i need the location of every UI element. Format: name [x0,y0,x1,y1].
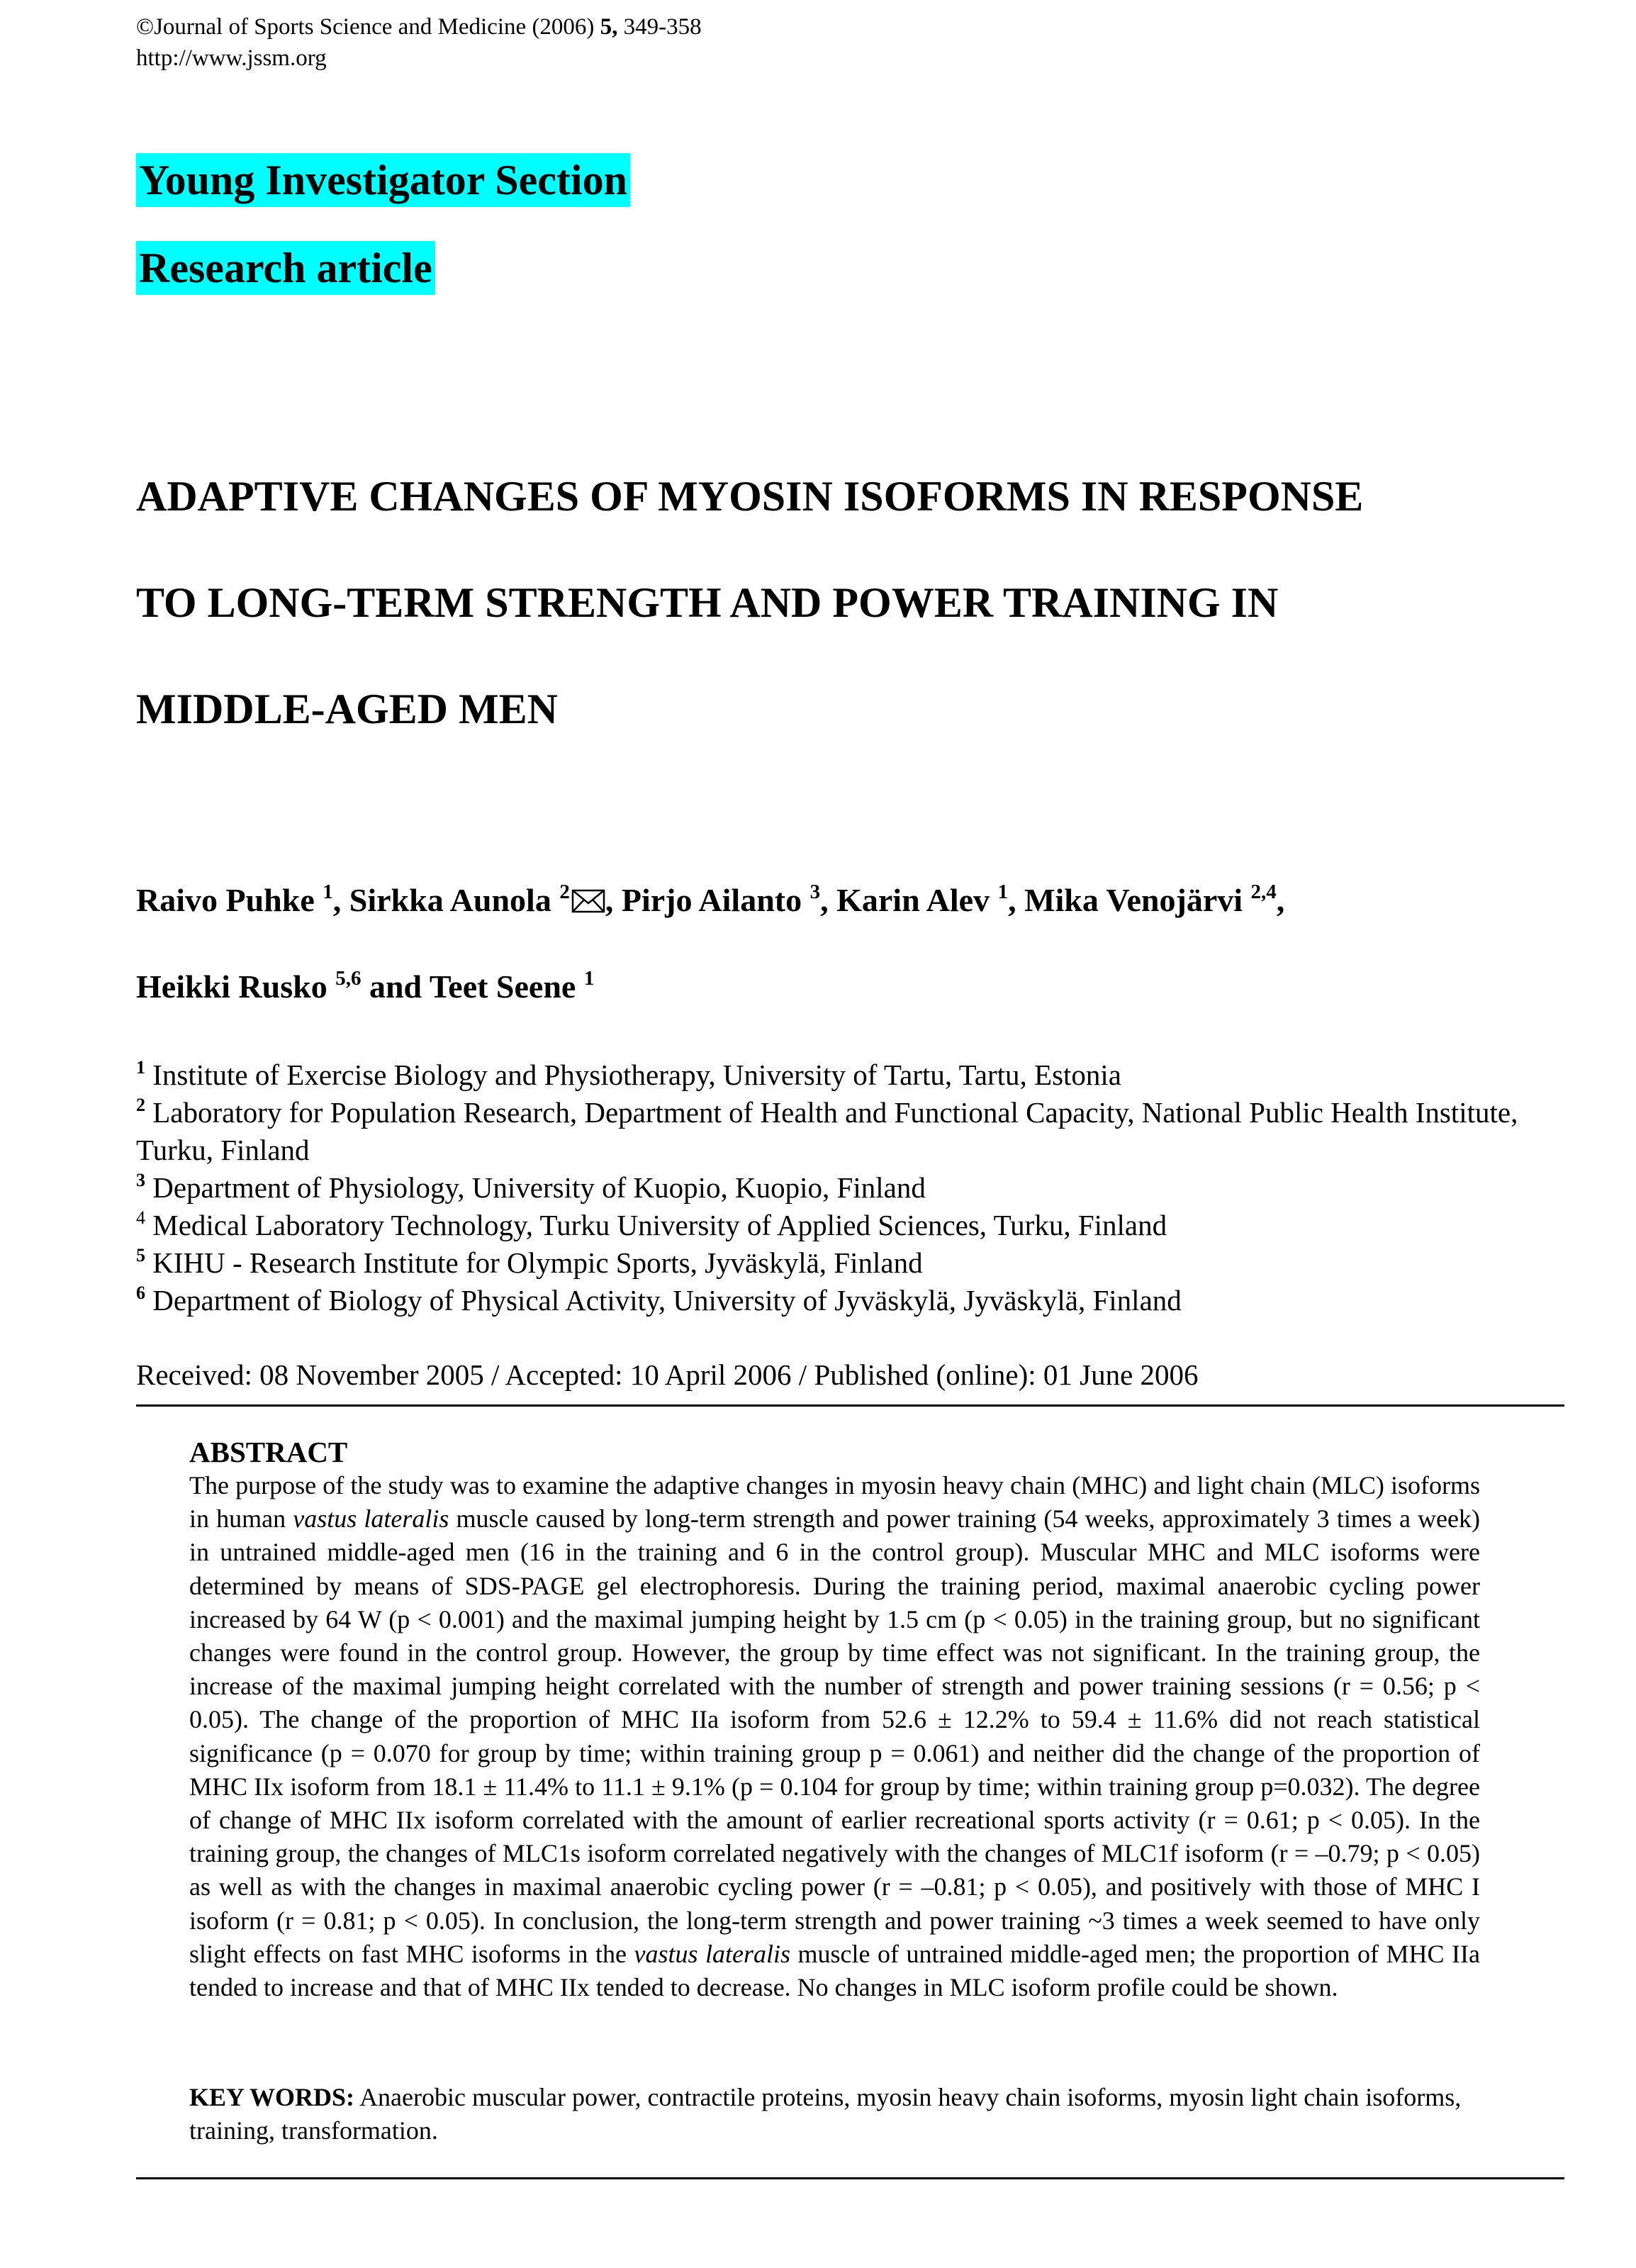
affiliation-number: 3 [136,1170,145,1190]
affiliation-item [136,1207,1568,1244]
keywords [189,2081,1536,2147]
affiliation-item [136,1169,1568,1207]
abstract-text-part: The purpose of the study was to examine the adaptive changes in myosin heavy chain (MHC) and light chain (MLC) isoforms in human [189,1471,1480,1534]
author-name: Karin Alev [836,882,990,918]
paper-title-line-2: TO LONG-TERM STRENGTH AND POWER TRAINING IN [136,579,1279,626]
author-separator: , [605,882,622,918]
author-affiliation-number: 2,4 [1250,881,1277,903]
received-dates: Received: 08 November 2005 / Accepted: 10 April 2006 / Published (online): 01 June 2006 [136,1358,1199,1391]
affiliation-list [136,1056,1568,1319]
author-affiliation-number: 5,6 [335,967,362,990]
affiliation-number: 4 [136,1207,145,1228]
paper-title-line-3: MIDDLE-AGED MEN [136,686,558,732]
author-separator: , [332,882,349,918]
author-separator: , [820,882,837,918]
abstract-text-part: muscle of untrained middle-aged men; the proportion of MHC IIa tended to increase and that of MHC IIx tended to decrease. No changes in MLC isoform profile could be shown. [189,1939,1480,2002]
journal-volume: 5, [600,14,618,40]
affiliation-text: Institute of Exercise Biology and Physiotherapy, University of Tartu, Tartu, Estonia [152,1058,1122,1091]
affiliation-number: 6 [136,1283,145,1303]
affiliation-number: 1 [136,1057,145,1078]
section-label-young-investigator: Young Investigator Section [136,153,630,207]
affiliation-text: Department of Biology of Physical Activity, University of Jyväskylä, Jyväskylä, Finland [152,1284,1182,1317]
affiliation-text: KIHU - Research Institute for Olympic Sports, Jyväskylä, Finland [152,1246,923,1279]
author-affiliation-number: 3 [809,881,821,903]
author-name: Sirkka Aunola [349,882,551,918]
author-name: Teet Seene [429,968,576,1005]
journal-citation: ©Journal of Sports Science and Medicine (2006) [136,14,595,40]
author-affiliation-number: 1 [583,967,595,990]
author-list-line-2 [136,966,594,1008]
affiliation-number: 5 [136,1245,145,1266]
journal-url[interactable]: http://www.jssm.org [136,45,327,71]
affiliation-item [136,1056,1568,1094]
keywords-label: KEY WORDS: [189,2083,355,2111]
paper-title-line-1: ADAPTIVE CHANGES OF MYOSIN ISOFORMS IN RESPONSE [136,473,1364,520]
affiliation-text: Medical Laboratory Technology, Turku University of Applied Sciences, Turku, Finland [152,1209,1167,1241]
author-list-line-1: Raivo Puhke $^1$, Sirkka Aunola $^2$ , Pirjo Ailanto $^3$, Karin Alev $^1$, Mika Venojärvi $^{2,4}$, [136,881,1285,918]
author-affiliation-number: 1 [997,881,1009,903]
affiliation-text: Laboratory for Population Research, Department of Health and Functional Capacity, National Public Health Institute, Turku, Finland [136,1096,1518,1166]
author-name: Mika Venojärvi [1024,882,1243,918]
author-affiliation-number: 1 [323,881,333,903]
divider-bottom [136,2177,1564,2179]
affiliation-item [136,1244,1568,1282]
envelope-icon[interactable] [571,881,605,905]
abstract-italic-term: vastus lateralis [293,1504,449,1534]
affiliation-number: 2 [136,1095,145,1115]
affiliation-item [136,1282,1568,1319]
divider-top [136,1404,1564,1407]
abstract-text [189,1469,1480,2004]
abstract-text-part: muscle caused by long-term strength and power training (54 weeks, approximately 3 times a week) in untrained middle-aged men (16 in the training and 6 in the control group). Muscular MHC and MLC isoforms were determined by means of SDS-PAGE gel electrophoresis. During the training period, maximal anaerobic cycling power increased by 64 W (p < 0.001) and the maximal jumping height by 1.5 cm (p < 0.05) in the training group, but no significant changes were found in the control group. However, the group by time effect was not significant. In the training group, the increase of the maximal jumping height correlated with the number of strength and power training sessions (r = 0.56; p < 0.05). The change of the proportion of MHC IIa isoform from 52.6 ± 12.2% to 59.4 ± 11.6% did not reach statistical significance (p = 0.070 for group by time; within training group p = 0.061) and neither did the change of the proportion of MHC IIx isoform from 18.1 ± 11.4% to 11.1 ± 9.1% (p = 0.104 for group by time; within training group p=0.032). The degree of change of MHC IIx isoform correlated with the amount of earlier recreational sports activity (r = 0.61; p < 0.05). In the training group, the changes of MLC1s isoform correlated negatively with the changes of MLC1f isoform (r = –0.79; p < 0.05) as well as with the changes in maximal anaerobic cycling power (r = –0.81; p < 0.05), and positively with those of MHC I isoform (r = 0.81; p < 0.05). In conclusion, the long-term strength and power training ~3 times a week seemed to have only slight effects on fast MHC isoforms in the [189,1504,1481,1968]
author-name: Pirjo Ailanto [621,882,802,918]
author-name: Heikki Rusko [136,968,327,1005]
journal-pages: 349-358 [623,14,702,40]
author-affiliation-number: 2 [559,881,570,903]
author-separator: , [1008,882,1025,918]
keywords-text: Anaerobic muscular power, contractile proteins, myosin heavy chain isoforms, myosin light chain isoforms, training, transformation. [189,2083,1462,2145]
section-label-research-article: Research article [136,241,435,295]
abstract-heading: ABSTRACT [189,1436,348,1468]
author-separator: and [361,968,430,1005]
affiliation-item [136,1094,1568,1169]
abstract-italic-term: vastus lateralis [634,1939,790,1968]
affiliation-text: Department of Physiology, University of Kuopio, Kuopio, Finland [152,1171,926,1204]
author-name: Raivo Puhke [136,882,315,918]
journal-header [136,11,702,74]
